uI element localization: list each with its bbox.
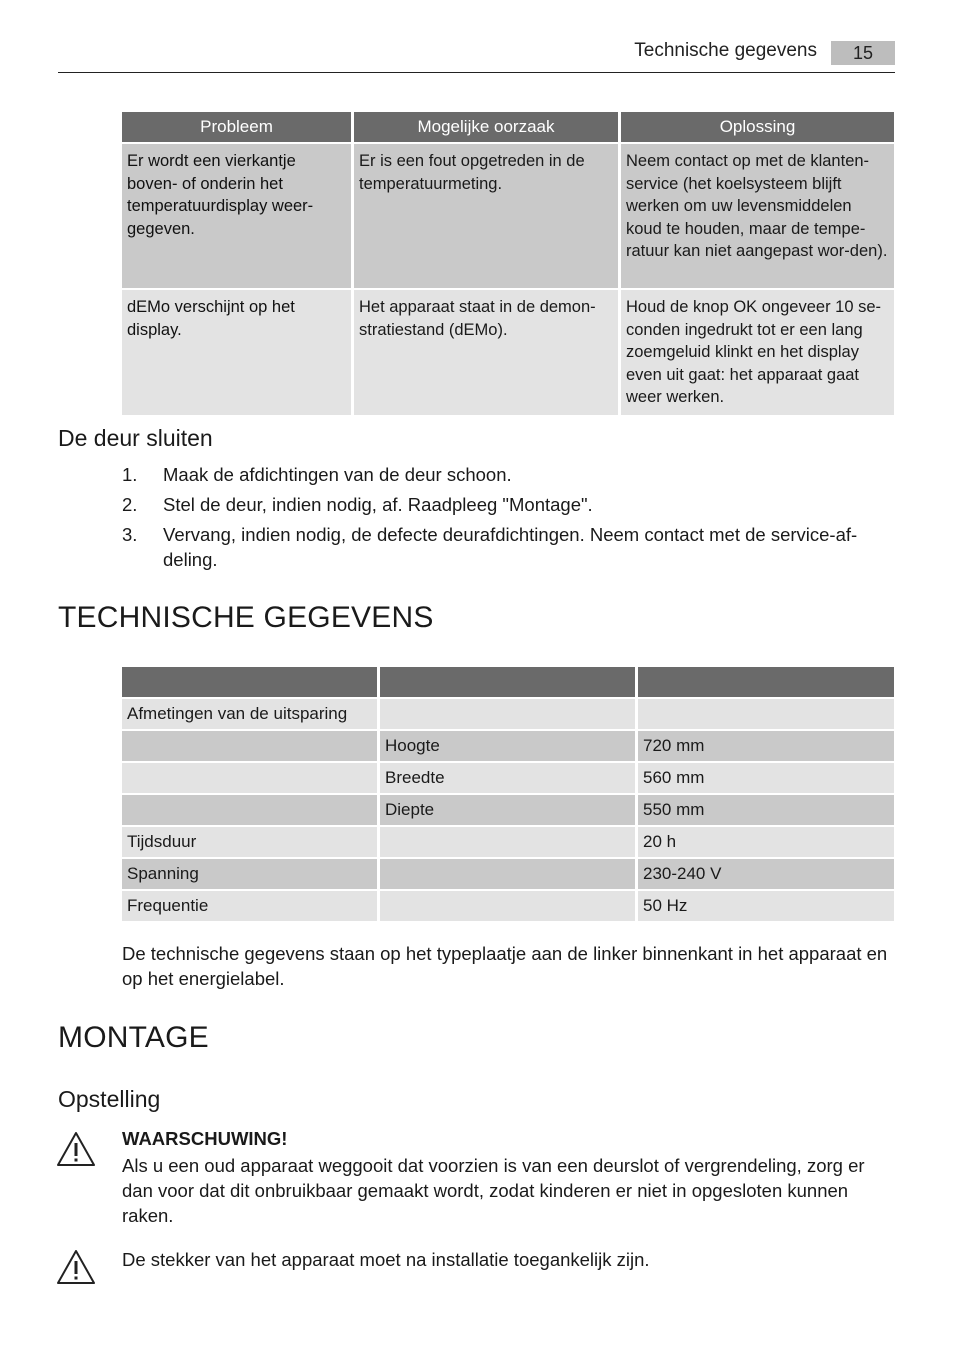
spec-sublabel bbox=[380, 891, 635, 921]
header-title: Technische gegevens bbox=[634, 40, 817, 61]
section-heading-door: De deur sluiten bbox=[58, 425, 213, 451]
problem-cell: dEMo verschijnt op het display. bbox=[122, 290, 351, 415]
spec-label: Afmetingen van de uitsparing bbox=[122, 699, 377, 729]
spec-sublabel: Diepte bbox=[380, 795, 635, 825]
section-heading-technical: TECHNISCHE GEGEVENS bbox=[58, 601, 434, 634]
spec-value: 230-240 V bbox=[638, 859, 894, 889]
section-heading-montage: MONTAGE bbox=[58, 1021, 209, 1054]
warning-title: WAARSCHUWING! bbox=[122, 1128, 288, 1149]
table-row bbox=[122, 763, 894, 793]
table-row bbox=[122, 891, 894, 921]
column-header: Probleem bbox=[122, 112, 351, 142]
step-text: Vervang, indien nodig, de defecte deurafdichtingen. Neem contact met de service-af-deling. bbox=[163, 524, 858, 570]
spec-label bbox=[122, 763, 377, 793]
solution-cell: Houd de knop OK ongeveer 10 se-conden ingedrukt tot er een lang zoemgeluid klinkt en het display even uit gaat: het apparaat gaat weer werken. bbox=[621, 290, 894, 415]
spec-value: 50 Hz bbox=[638, 891, 894, 921]
column-header bbox=[638, 667, 894, 697]
spec-value: 560 mm bbox=[638, 763, 894, 793]
column-header bbox=[122, 667, 377, 697]
spec-label: Spanning bbox=[122, 859, 377, 889]
page-number: 15 bbox=[831, 41, 895, 65]
cause-cell: Er is een fout opgetreden in de temperatuurmeting. bbox=[354, 144, 618, 288]
list-item bbox=[122, 522, 892, 572]
cause-cell: Het apparaat staat in de demon-stratiestand (dEMo). bbox=[354, 290, 618, 415]
column-header: Oplossing bbox=[621, 112, 894, 142]
spec-label: Tijdsduur bbox=[122, 827, 377, 857]
step-text: Stel de deur, indien nodig, af. Raadpleeg "Montage". bbox=[163, 494, 593, 515]
spec-value bbox=[638, 699, 894, 729]
spec-sublabel bbox=[380, 827, 635, 857]
column-header: Mogelijke oorzaak bbox=[354, 112, 618, 142]
caution-triangle-icon bbox=[56, 1249, 96, 1285]
troubleshooting-table bbox=[119, 110, 897, 417]
table-row bbox=[122, 859, 894, 889]
table-row bbox=[122, 731, 894, 761]
table-header-row bbox=[122, 667, 894, 697]
step-number: 1. bbox=[122, 464, 138, 485]
caution-text: De stekker van het apparaat moet na installatie toegankelijk zijn. bbox=[122, 1249, 650, 1270]
spec-sublabel bbox=[380, 859, 635, 889]
spec-value: 720 mm bbox=[638, 731, 894, 761]
spec-label bbox=[122, 795, 377, 825]
technical-note: De technische gegevens staan op het typeplaatje aan de linker binnenkant in het apparaat en op het energielabel. bbox=[122, 943, 888, 989]
solution-cell: Neem contact op met de klanten-service (het koelsysteem blijft werken om uw levensmiddelen koud te houden, maar de tempe-ratuur kan niet aangepast wor-den). bbox=[621, 144, 894, 288]
subsection-heading-setup: Opstelling bbox=[58, 1086, 161, 1112]
table-row bbox=[122, 795, 894, 825]
technical-specs-table bbox=[119, 665, 897, 923]
table-row bbox=[122, 290, 894, 415]
warning-text: Als u een oud apparaat weggooit dat voorzien is van een deurslot of vergrendeling, zorg er dan voor dat dit onbruikbaar gemaakt wordt, zodat kinderen er niet in opgesloten kunnen raken. bbox=[122, 1155, 865, 1226]
page-header bbox=[58, 36, 895, 73]
door-steps-list bbox=[122, 462, 892, 577]
table-header-row bbox=[122, 112, 894, 142]
spec-label bbox=[122, 731, 377, 761]
spec-value: 20 h bbox=[638, 827, 894, 857]
problem-cell: Er wordt een vierkantje boven- of onderin het temperatuurdisplay weer-gegeven. bbox=[122, 144, 351, 288]
step-number: 2. bbox=[122, 494, 138, 515]
step-text: Maak de afdichtingen van de deur schoon. bbox=[163, 464, 512, 485]
list-item bbox=[122, 462, 892, 487]
spec-value: 550 mm bbox=[638, 795, 894, 825]
spec-label: Frequentie bbox=[122, 891, 377, 921]
spec-sublabel: Hoogte bbox=[380, 731, 635, 761]
list-item bbox=[122, 492, 892, 517]
column-header bbox=[380, 667, 635, 697]
table-row bbox=[122, 699, 894, 729]
spec-sublabel bbox=[380, 699, 635, 729]
step-number: 3. bbox=[122, 524, 138, 545]
spec-sublabel: Breedte bbox=[380, 763, 635, 793]
table-row bbox=[122, 144, 894, 288]
warning-triangle-icon bbox=[56, 1131, 96, 1167]
table-row bbox=[122, 827, 894, 857]
